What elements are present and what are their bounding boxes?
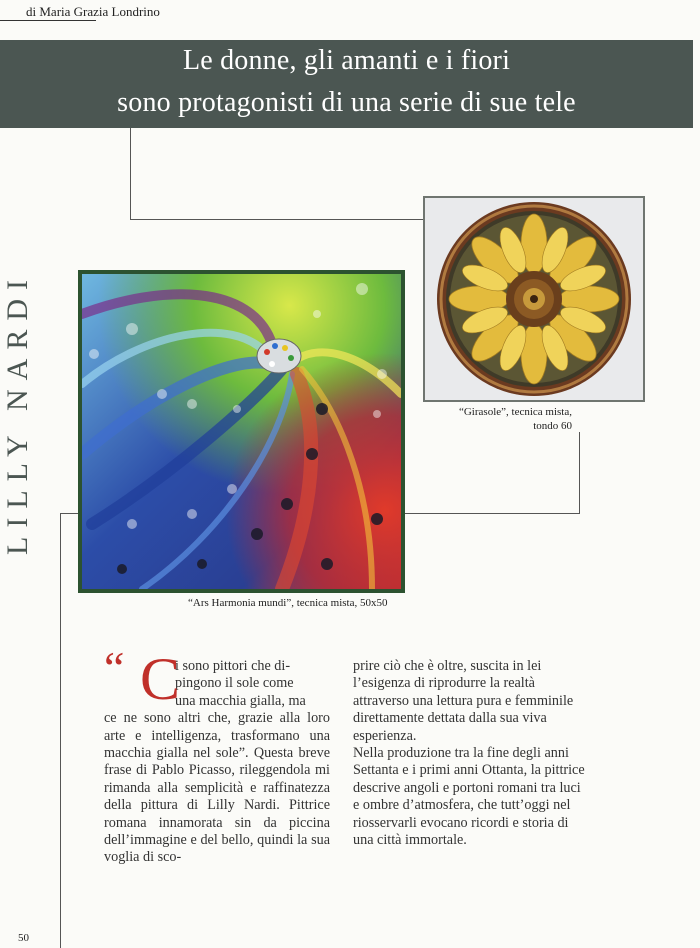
article-column-2 (353, 658, 589, 849)
headline-line-2: sono protagonisti di una serie di sue tele (117, 87, 576, 118)
painting-ars-harmonia-mundi (78, 270, 405, 593)
swirl-painting-image (82, 274, 401, 589)
column-2-paragraph-1: prire ciò che è oltre, suscita in lei l’esigenza di riprodurre la realtà attraverso una lettura pura e femminile direttamente dettata dalla sua viva esperienza. (353, 658, 574, 744)
connector-line (60, 513, 61, 948)
caption-girasole (440, 405, 572, 433)
painting-girasole (423, 196, 645, 402)
caption-girasole-line-1: “Girasole”, tecnica mista, (458, 406, 572, 418)
connector-line (130, 128, 131, 220)
connector-line (130, 219, 423, 220)
opening-line-2: pingono il sole come (175, 675, 294, 692)
page-number: 50 (18, 932, 29, 944)
caption-girasole-line-2: tondo 60 (533, 420, 572, 432)
drop-cap: C (140, 646, 181, 712)
byline: di Maria Grazia Londrino (26, 4, 160, 19)
connector-line (405, 513, 580, 514)
headline-line-1: Le donne, gli amanti e i fiori (182, 45, 511, 76)
headline-banner (0, 40, 693, 128)
side-title: LILLY NARDI (1, 270, 34, 555)
caption-ars-harmonia: “Ars Harmonia mundi”, tecnica mista, 50x50 (188, 597, 388, 609)
connector-line (579, 432, 580, 514)
column-1-body: ce ne sono altri che, grazie alla loro arte e intelligenza, trasformano una macchia gialla nel sole”. Questa breve frase di Pablo Picasso, rileggendola mi rimanda alla semplicità e raffinatezza della pittura di Lilly Nardi. Pittrice romana innamorata sin da piccina dell’immagine e del bello, quindi la sua voglia di sco- (104, 710, 330, 866)
quote-marks: “ (104, 642, 125, 693)
opening-line-1: i sono pittori che di- (175, 658, 291, 674)
connector-line (60, 513, 78, 514)
byline-rule (0, 20, 96, 21)
column-2-paragraph-2: Nella produzione tra la fine degli anni Settanta e i primi anni Ottanta, la pittrice descrive angoli e portoni romani tra luci e ombre d’atmosfera, che tutt’oggi nel riosservarli evocano ricordi e storia di una città immortale. (353, 745, 585, 849)
article-column-1 (104, 642, 330, 867)
palette-icon (257, 339, 301, 373)
opening-line-3: una macchia gialla, ma (175, 692, 306, 709)
sunflower-painting-image (425, 198, 643, 400)
